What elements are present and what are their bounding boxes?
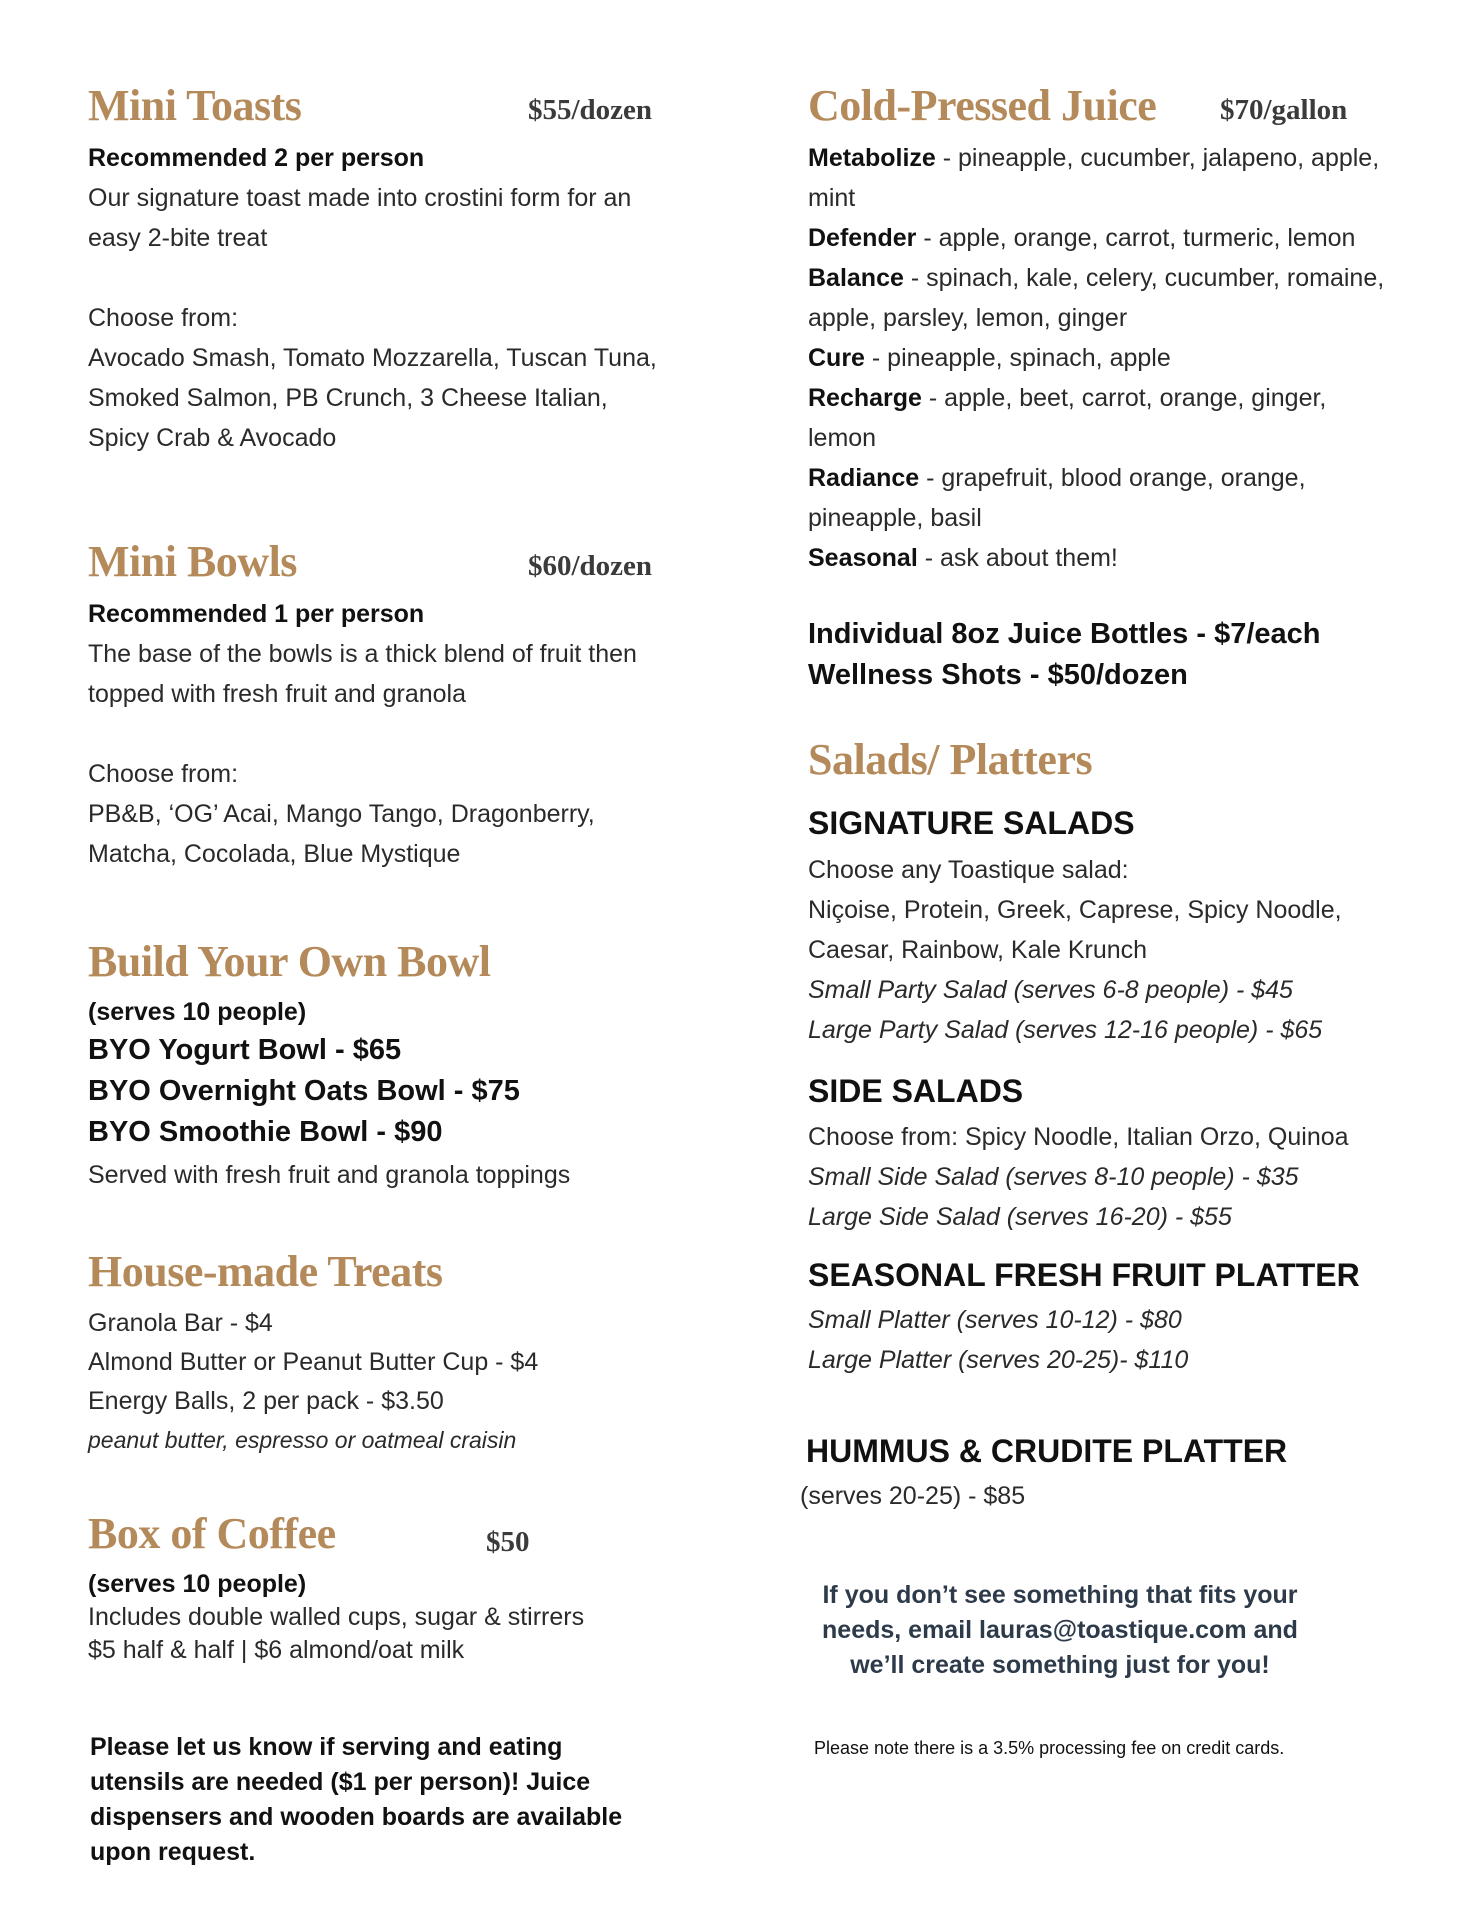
mini-bowls-option-line: PB&B, ‘OG’ Acai, Mango Tango, Dragonberry, <box>88 800 595 828</box>
cta-line: we’ll create something just for you! <box>850 1651 1270 1679</box>
treats-body <box>88 1304 688 1460</box>
utensils-note-line: upon request. <box>90 1838 256 1866</box>
signature-list-line: Niçoise, Protein, Greek, Caprese, Spicy Noodle, <box>808 896 1342 924</box>
mini-toasts-desc-line: easy 2-bite treat <box>88 224 268 252</box>
cta-line: needs, email lauras@toastique.com and <box>822 1616 1298 1644</box>
mini-bowls-option-line: Matcha, Cocolada, Blue Mystique <box>88 840 461 868</box>
juice-item-radiance-cont: pineapple, basil <box>808 504 982 532</box>
byo-item-smoothie: BYO Smoothie Bowl - $90 <box>88 1116 443 1148</box>
coffee-addons: $5 half & half | $6 almond/oat milk <box>88 1636 465 1664</box>
processing-fee-note: Please note there is a 3.5% processing fee on credit cards. <box>814 1738 1285 1758</box>
juice-price: $70/gallon <box>1220 94 1348 126</box>
coffee-includes: Includes double walled cups, sugar & stirrers <box>88 1603 585 1631</box>
byo-bowl-body <box>88 994 688 1195</box>
mini-toasts-recommended: Recommended 2 per person <box>88 144 425 172</box>
mini-bowls-title: Mini Bowls <box>88 537 297 586</box>
mini-bowls-desc-line: topped with fresh fruit and granola <box>88 680 467 708</box>
signature-salads-body <box>808 850 1428 1050</box>
mini-bowls-choose-label: Choose from: <box>88 760 239 788</box>
juice-extras <box>808 614 1428 696</box>
fruit-large: Large Platter (serves 20-25)- $110 <box>808 1346 1189 1374</box>
hummus-platter-title: HUMMUS & CRUDITE PLATTER <box>806 1433 1288 1469</box>
mini-bowls-recommended: Recommended 1 per person <box>88 600 425 628</box>
utensils-note-line: dispensers and wooden boards are available <box>90 1803 623 1831</box>
signature-choose: Choose any Toastique salad: <box>808 856 1129 884</box>
byo-item-yogurt: BYO Yogurt Bowl - $65 <box>88 1034 402 1066</box>
signature-small: Small Party Salad (serves 6-8 people) - $45 <box>808 976 1293 1004</box>
juice-item-defender: Defender - apple, orange, carrot, turmeric, lemon <box>808 224 1356 252</box>
side-salads-body <box>808 1117 1428 1237</box>
utensils-note-line: utensils are needed ($1 per person)! Juice <box>90 1768 591 1796</box>
byo-bowl-title: Build Your Own Bowl <box>88 937 491 986</box>
juice-item-recharge-cont: lemon <box>808 424 877 452</box>
mini-toasts-title: Mini Toasts <box>88 81 302 130</box>
byo-serves: (serves 10 people) <box>88 998 307 1026</box>
treat-item: Almond Butter or Peanut Butter Cup - $4 <box>88 1348 539 1376</box>
byo-note: Served with fresh fruit and granola toppings <box>88 1161 571 1189</box>
salads-title: Salads/ Platters <box>808 735 1093 784</box>
juice-title: Cold-Pressed Juice <box>808 81 1157 130</box>
mini-bowls-body <box>88 594 688 874</box>
treat-item: Granola Bar - $4 <box>88 1309 273 1337</box>
juice-item-recharge: Recharge - apple, beet, carrot, orange, ginger, <box>808 384 1327 412</box>
mini-toasts-body <box>88 138 688 458</box>
signature-salads-title: SIGNATURE SALADS <box>808 805 1135 841</box>
coffee-title: Box of Coffee <box>88 1509 336 1558</box>
fruit-platter-body <box>808 1300 1428 1380</box>
mini-toasts-option-line: Spicy Crab & Avocado <box>88 424 337 452</box>
juice-item-metabolize: Metabolize - pineapple, cucumber, jalapeno, apple, <box>808 144 1380 172</box>
cta-line: If you don’t see something that fits your <box>822 1581 1298 1609</box>
coffee-serves: (serves 10 people) <box>88 1570 307 1598</box>
fruit-platter-title: SEASONAL FRESH FRUIT PLATTER <box>808 1257 1360 1293</box>
fruit-small: Small Platter (serves 10-12) - $80 <box>808 1306 1182 1334</box>
wellness-shots: Wellness Shots - $50/dozen <box>808 659 1188 691</box>
juice-list <box>808 138 1428 578</box>
utensils-note-line: Please let us know if serving and eating <box>90 1733 563 1761</box>
mini-bowls-price: $60/dozen <box>528 550 653 582</box>
mini-toasts-option-line: Smoked Salmon, PB Crunch, 3 Cheese Italian, <box>88 384 608 412</box>
side-large: Large Side Salad (serves 16-20) - $55 <box>808 1203 1232 1231</box>
juice-item-cure: Cure - pineapple, spinach, apple <box>808 344 1171 372</box>
juice-bottles: Individual 8oz Juice Bottles - $7/each <box>808 618 1321 650</box>
mini-toasts-choose-label: Choose from: <box>88 304 239 332</box>
mini-bowls-desc-line: The base of the bowls is a thick blend of fruit then <box>88 640 637 668</box>
signature-large: Large Party Salad (serves 12-16 people) - $65 <box>808 1016 1323 1044</box>
byo-item-oats: BYO Overnight Oats Bowl - $75 <box>88 1075 520 1107</box>
signature-list-line: Caesar, Rainbow, Kale Krunch <box>808 936 1148 964</box>
side-small: Small Side Salad (serves 8-10 people) - $35 <box>808 1163 1299 1191</box>
side-choose: Choose from: Spicy Noodle, Italian Orzo, Quinoa <box>808 1123 1349 1151</box>
utensils-note <box>90 1730 650 1870</box>
custom-order-cta <box>780 1578 1340 1683</box>
juice-item-balance-cont: apple, parsley, lemon, ginger <box>808 304 1128 332</box>
mini-toasts-price: $55/dozen <box>528 94 653 126</box>
juice-item-radiance: Radiance - grapefruit, blood orange, orange, <box>808 464 1306 492</box>
side-salads-title: SIDE SALADS <box>808 1073 1024 1109</box>
coffee-body <box>88 1568 688 1667</box>
coffee-price: $50 <box>486 1526 530 1558</box>
mini-toasts-desc-line: Our signature toast made into crostini form for an <box>88 184 632 212</box>
juice-item-metabolize-cont: mint <box>808 184 856 212</box>
hummus-serves: (serves 20-25) - $85 <box>800 1482 1026 1510</box>
treat-flavors: peanut butter, espresso or oatmeal craisin <box>88 1427 517 1453</box>
juice-item-seasonal: Seasonal - ask about them! <box>808 544 1118 572</box>
treats-title: House-made Treats <box>88 1247 443 1296</box>
mini-toasts-option-line: Avocado Smash, Tomato Mozzarella, Tuscan Tuna, <box>88 344 657 372</box>
juice-item-balance: Balance - spinach, kale, celery, cucumber, romaine, <box>808 264 1385 292</box>
treat-item: Energy Balls, 2 per pack - $3.50 <box>88 1387 444 1415</box>
